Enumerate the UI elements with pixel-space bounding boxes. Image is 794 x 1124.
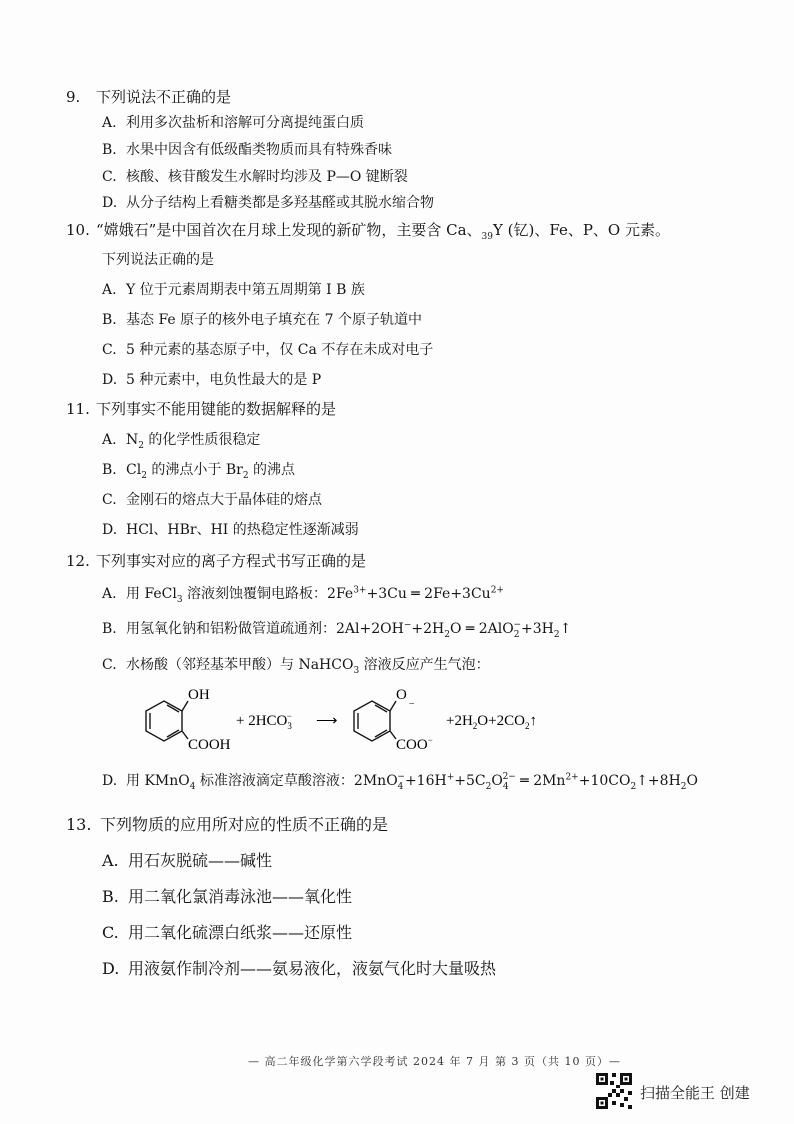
option-text: 用 KMnO bbox=[126, 773, 190, 789]
q11-option-c bbox=[102, 489, 322, 509]
option-letter: D. bbox=[102, 959, 120, 978]
option-letter: C. bbox=[102, 169, 117, 185]
subscript: 2 bbox=[630, 781, 637, 792]
option-text: O bbox=[686, 773, 698, 789]
hydroxyl-label: OH bbox=[188, 687, 210, 703]
option-text: Y 位于元素周期表中第五周期第 Ⅰ B 族 bbox=[126, 282, 365, 298]
option-text: 用石灰脱硫——碱性 bbox=[128, 851, 273, 870]
option-letter: C. bbox=[102, 657, 117, 673]
subscript: 2 bbox=[138, 440, 144, 451]
q12-option-a bbox=[102, 583, 504, 605]
q13-option-a bbox=[102, 848, 272, 871]
question-13-stem bbox=[66, 812, 388, 835]
carboxyl-label: COOH bbox=[188, 737, 231, 753]
superscript: 2− bbox=[502, 772, 516, 783]
option-letter: B. bbox=[102, 462, 117, 478]
q12-option-b bbox=[102, 618, 571, 640]
subscript: 2 bbox=[444, 629, 450, 640]
q11-option-a bbox=[102, 429, 260, 451]
benzene-ring-product bbox=[354, 701, 396, 741]
option-letter: D. bbox=[102, 773, 118, 789]
q10-option-a bbox=[102, 279, 365, 299]
option-letter: A. bbox=[102, 586, 117, 602]
question-number: 12. bbox=[66, 552, 90, 570]
question-number: 13. bbox=[66, 815, 92, 834]
superscript: − bbox=[513, 620, 522, 631]
question-number: 9. bbox=[66, 88, 81, 106]
option-text: 溶液反应产生气泡： bbox=[359, 657, 490, 673]
option-letter: D. bbox=[102, 522, 118, 538]
subscript: 2 bbox=[513, 629, 520, 640]
option-text: +10CO bbox=[578, 773, 631, 789]
option-text: 用氢氧化钠和铝粉做管道疏通剂：2Al+2OH bbox=[126, 621, 404, 637]
option-letter: C. bbox=[102, 492, 117, 508]
salicylic-acid-equation bbox=[128, 683, 588, 753]
option-text: +3H bbox=[521, 621, 554, 637]
superscript: 2+ bbox=[490, 585, 504, 596]
bicarbonate-term: + $2HCO_3-$ bbox=[236, 711, 292, 731]
q13-option-d bbox=[102, 956, 496, 979]
option-text: 水果中因含有低级酯类物质而具有特殊香味 bbox=[126, 142, 392, 158]
superscript: − bbox=[403, 620, 412, 631]
question-11-stem bbox=[66, 398, 336, 419]
option-letter: C. bbox=[102, 342, 117, 358]
reaction-arrow: ⟶ bbox=[316, 713, 338, 729]
q13-option-b bbox=[102, 884, 352, 907]
question-text: 下列物质的应用所对应的性质不正确的是 bbox=[100, 815, 389, 834]
option-text: O bbox=[491, 773, 503, 789]
products-term: $+2H_2O+2CO_2↑$ bbox=[446, 713, 537, 731]
option-text: O ═ 2AlO bbox=[449, 621, 514, 637]
option-text: 基态 Fe 原子的核外电子填充在 7 个原子轨道中 bbox=[126, 312, 422, 328]
page-footer: — 高二年级化学第六学段考试 2024 年 7 月 第 3 页（共 10 页）— bbox=[248, 1055, 621, 1068]
qr-code-icon bbox=[596, 1073, 632, 1109]
question-text: 下列说法不正确的是 bbox=[96, 88, 232, 106]
option-text: 的沸点 bbox=[248, 462, 296, 478]
option-letter: D. bbox=[102, 372, 118, 388]
option-text: 溶液刻蚀覆铜电路板：2Fe bbox=[182, 586, 354, 602]
option-text: 核酸、核苷酸发生水解时均涉及 P—O 键断裂 bbox=[126, 169, 408, 185]
q10-option-c bbox=[102, 339, 433, 359]
superscript: + bbox=[446, 772, 455, 783]
option-letter: C. bbox=[102, 923, 119, 942]
option-letter: B. bbox=[102, 312, 117, 328]
mass-number: 39 bbox=[481, 232, 493, 242]
superscript: 2+ bbox=[565, 772, 579, 783]
carboxylate-label: COO− bbox=[396, 735, 433, 753]
subscript: 3 bbox=[176, 594, 183, 605]
option-text: HCl、HBr、HI 的热稳定性逐渐减弱 bbox=[126, 522, 359, 538]
question-text: “嫦娥石”是中国首次在月球上发现的新矿物，主要含 Ca、 bbox=[96, 221, 482, 239]
option-text: 用二氧化氯消毒泳池——氧化性 bbox=[128, 887, 353, 906]
scanner-watermark: 扫描全能王 创建 bbox=[640, 1084, 750, 1102]
question-9-stem bbox=[66, 86, 231, 107]
option-text: 用液氨作制冷剂——氨易液化，液氨气化时大量吸热 bbox=[128, 959, 497, 978]
gas-arrow: ↑ bbox=[559, 621, 572, 637]
question-number: 11. bbox=[66, 400, 90, 418]
formula-part: Cl bbox=[126, 462, 142, 478]
question-text: 下列事实对应的离子方程式书写正确的是 bbox=[96, 552, 367, 570]
option-letter: A. bbox=[102, 432, 117, 448]
option-text: 水杨酸（邻羟基苯甲酸）与 NaHCO bbox=[126, 657, 354, 673]
formula-part: N bbox=[126, 432, 139, 448]
subscript: 2 bbox=[485, 781, 492, 792]
question-text-cont: Y (钇)、Fe、P、O 元素。 bbox=[492, 221, 670, 239]
question-12-stem bbox=[66, 550, 366, 571]
subscript: 3 bbox=[353, 665, 360, 676]
option-letter: A. bbox=[102, 282, 117, 298]
q9-option-a bbox=[102, 112, 364, 132]
q12-option-c bbox=[102, 654, 490, 676]
option-letter: A. bbox=[102, 851, 119, 870]
option-text: +2H bbox=[411, 621, 445, 637]
option-letter: D. bbox=[102, 195, 118, 211]
superscript: − bbox=[397, 772, 405, 783]
option-text: 的沸点小于 Br bbox=[146, 462, 243, 478]
option-text: 利用多次盐析和溶解可分离提纯蛋白质 bbox=[126, 115, 364, 131]
option-letter: B. bbox=[102, 887, 119, 906]
option-text: +5C bbox=[454, 773, 486, 789]
subscript: 4 bbox=[189, 781, 196, 792]
option-text: 用 FeCl bbox=[126, 586, 177, 602]
option-text: ═ 2Mn bbox=[515, 773, 566, 789]
option-text: 标准溶液滴定草酸溶液：2MnO bbox=[195, 773, 398, 789]
q9-option-b bbox=[102, 139, 392, 159]
option-letter: B. bbox=[102, 621, 117, 637]
option-text: 用二氧化硫漂白纸浆——还原性 bbox=[128, 923, 353, 942]
subscript: 2 bbox=[141, 470, 147, 481]
subscript: 4 bbox=[397, 781, 404, 792]
question-10-stem2 bbox=[102, 249, 214, 269]
option-letter: B. bbox=[102, 142, 117, 158]
q10-option-b bbox=[102, 309, 422, 329]
q11-option-b bbox=[102, 459, 295, 481]
option-text: 金刚石的熔点大于晶体硅的熔点 bbox=[126, 492, 322, 508]
option-text: ↑+8H bbox=[636, 773, 681, 789]
option-text: 的化学性质很稳定 bbox=[143, 432, 261, 448]
question-text: 下列事实不能用键能的数据解释的是 bbox=[96, 400, 337, 418]
question-number: 10. bbox=[66, 221, 90, 239]
q9-option-c bbox=[102, 166, 408, 186]
question-subtext: 下列说法正确的是 bbox=[102, 252, 214, 268]
subscript: 2 bbox=[680, 781, 687, 792]
q11-option-d bbox=[102, 519, 359, 539]
option-text: 5 种元素中，电负性最大的是 P bbox=[126, 372, 322, 388]
q10-option-d bbox=[102, 369, 321, 389]
benzene-ring-reactant bbox=[146, 701, 188, 741]
superscript: 3+ bbox=[353, 585, 367, 596]
subscript: 2 bbox=[242, 470, 249, 481]
q13-option-c bbox=[102, 920, 352, 943]
option-text: +3Cu ═ 2Fe+3Cu bbox=[366, 586, 491, 602]
option-text: 5 种元素的基态原子中，仅 Ca 不存在未成对电子 bbox=[126, 342, 434, 358]
option-text: 从分子结构上看糖类都是多羟基醛或其脱水缩合物 bbox=[126, 195, 434, 211]
q12-option-d bbox=[102, 770, 698, 792]
option-letter: A. bbox=[102, 115, 117, 131]
subscript: 4 bbox=[502, 781, 509, 792]
subscript: 2 bbox=[553, 629, 560, 640]
question-10-stem bbox=[66, 219, 670, 242]
phenoxide-label: $O_-$ bbox=[396, 687, 415, 710]
option-text: +16H bbox=[404, 773, 447, 789]
q9-option-d bbox=[102, 192, 434, 212]
